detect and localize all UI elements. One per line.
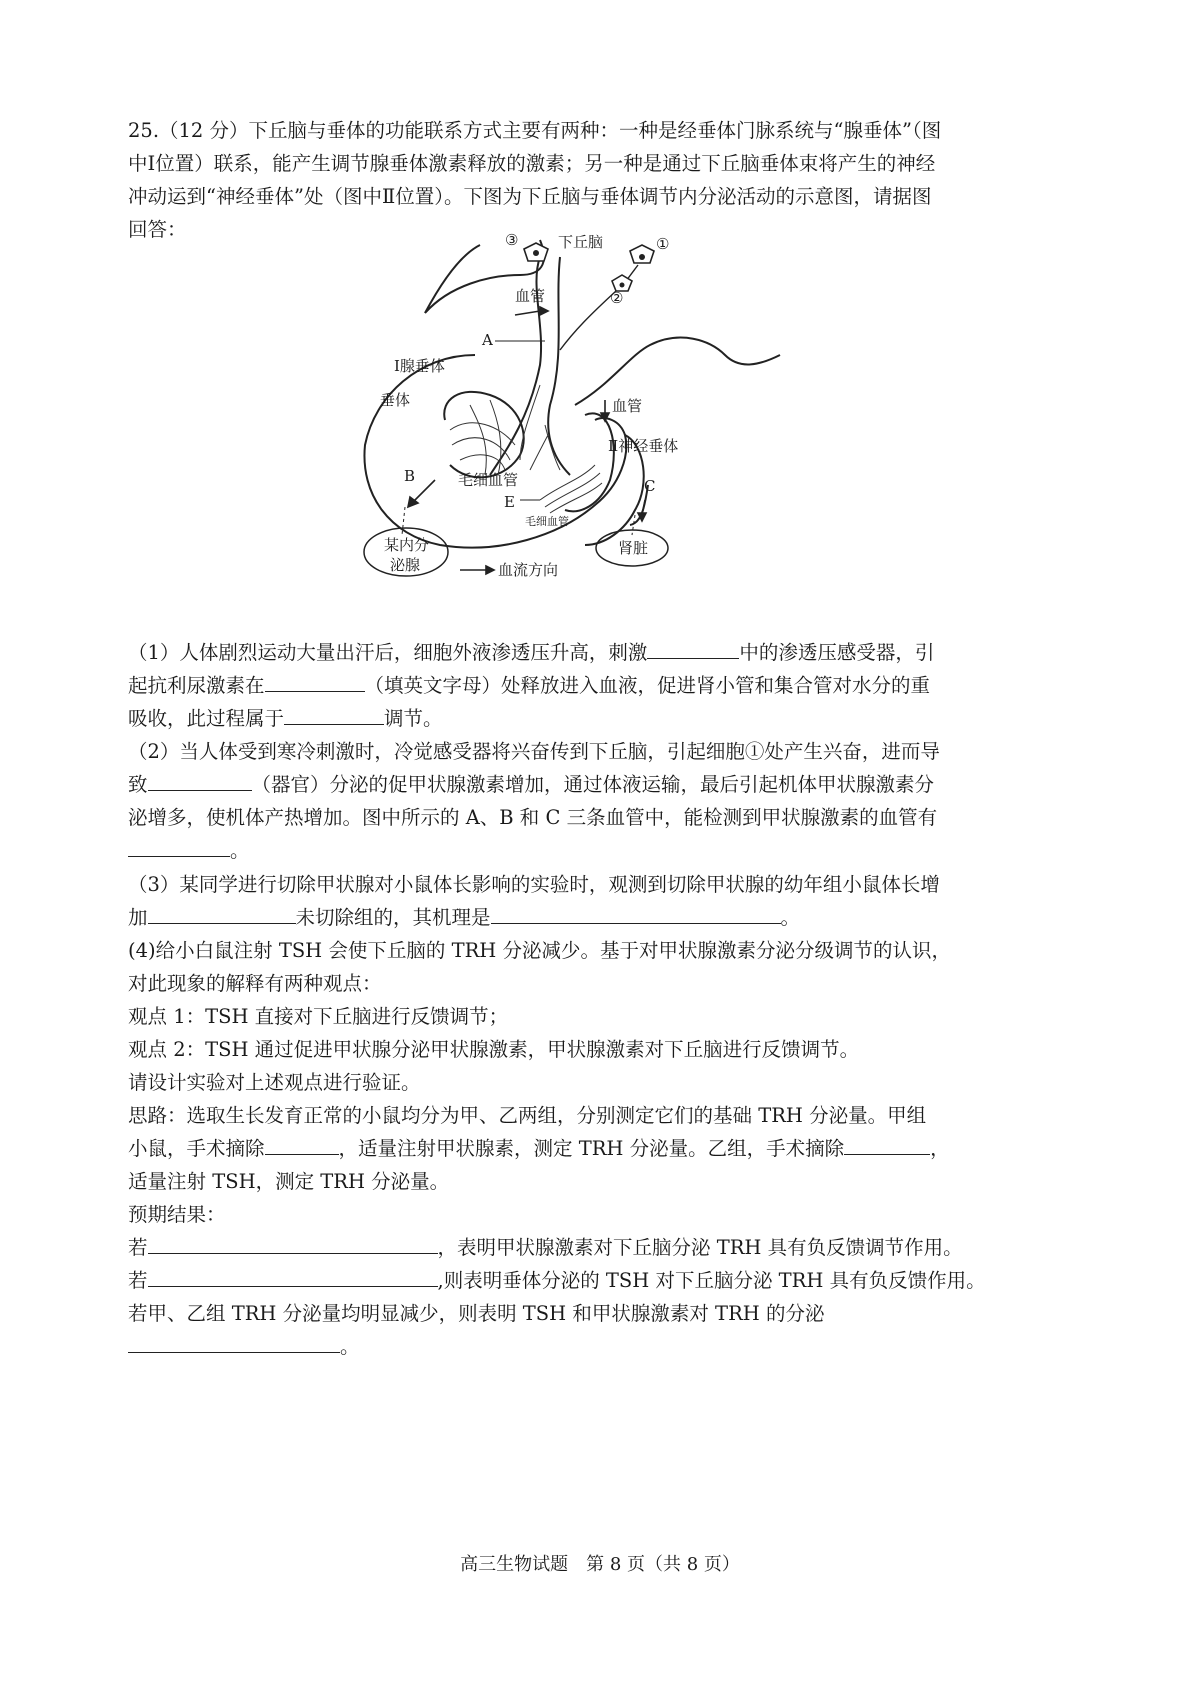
answer-blank[interactable]	[128, 834, 230, 857]
neuron-2	[560, 275, 632, 350]
answer-blank[interactable]	[265, 669, 365, 692]
answer-blank[interactable]	[148, 1264, 438, 1287]
question-1	[128, 636, 1088, 735]
answer-blank[interactable]	[148, 768, 252, 791]
label-hypothalamus: 下丘脑	[558, 233, 604, 251]
q4-line-6: 思路：选取生长发育正常的小鼠均分为甲、乙两组，分别测定它们的基础 TRH 分泌量。甲组	[128, 1104, 927, 1127]
label-pituitary: 垂体	[380, 391, 411, 409]
question-2	[128, 735, 1088, 867]
label-a: A	[482, 331, 493, 349]
label-3: ③	[505, 231, 519, 249]
q4-line-13: 。	[128, 1330, 1088, 1363]
label-vessel-right: 血管	[612, 397, 643, 415]
neuron-3	[524, 243, 548, 261]
q4-line-7: 小鼠，手术摘除 ，适量注射甲状腺素，测定 TRH 分泌量。乙组，手术摘除 ，	[128, 1132, 1088, 1165]
diagram-svg	[380, 231, 800, 635]
label-2: ②	[610, 289, 624, 307]
pituitary-body	[364, 355, 626, 548]
intro-line: 冲动运到“神经垂体”处（图中Ⅱ位置）。下图为下丘脑与垂体调节内分泌活动的示意图，请据图	[128, 185, 932, 208]
brain-outline-left	[425, 245, 480, 313]
q4-line-8: 适量注射 TSH，测定 TRH 分泌量。	[128, 1170, 450, 1193]
answer-blank[interactable]	[844, 1132, 930, 1155]
answer-blank[interactable]	[128, 1330, 340, 1353]
label-1: ①	[656, 235, 670, 253]
answer-blank[interactable]	[148, 901, 296, 924]
label-adenohypophysis: Ⅰ腺垂体	[394, 357, 445, 375]
answer-blank[interactable]	[265, 1132, 339, 1155]
hypothalamus-pituitary-diagram	[380, 231, 800, 635]
pituitary-stalk-right	[548, 257, 570, 475]
question-25-intro	[128, 114, 1088, 246]
q4-line-3: 观点 1：TSH 直接对下丘脑进行反馈调节；	[128, 1005, 509, 1028]
q2-line-4: 。	[128, 834, 1088, 867]
intro-line: 25.（12 分）下丘脑与垂体的功能联系方式主要有两种：一种是经垂体门脉系统与“腺垂体”（图	[128, 119, 942, 142]
label-capillary: 毛细血管	[458, 471, 519, 489]
q3-line-2: 加 未切除组的，其机理是 。	[128, 901, 1088, 934]
q4-line-12: 若甲、乙组 TRH 分泌量均明显减少，则表明 TSH 和甲状腺激素对 TRH 的分泌	[128, 1302, 825, 1325]
intro-line: 回答：	[128, 218, 187, 241]
q1-line-2: 起抗利尿激素在 （填英文字母）处释放进入血液，促进肾小管和集合管对水分的重	[128, 669, 1088, 702]
answer-blank[interactable]	[148, 1231, 438, 1254]
q4-line-4: 观点 2：TSH 通过促进甲状腺分泌甲状腺激素，甲状腺激素对下丘脑进行反馈调节。	[128, 1038, 860, 1061]
label-e: E	[504, 493, 515, 511]
question-3	[128, 868, 1088, 934]
answer-blank[interactable]	[284, 702, 384, 725]
q4-line-2: 对此现象的解释有两种观点：	[128, 972, 382, 995]
label-vessel-top: 血管	[515, 287, 546, 305]
label-kidney: 肾脏	[618, 539, 649, 557]
answer-blank[interactable]	[491, 901, 781, 924]
question-4	[128, 934, 1088, 1363]
q1-line-1: （1）人体剧烈运动大量出汗后，细胞外液渗透压升高，刺激 中的渗透压感受器，引	[128, 636, 1088, 669]
capillary-lines	[450, 400, 515, 475]
neuron-1	[626, 245, 654, 281]
label-gland-line1: 某内分	[384, 536, 430, 554]
answer-blank[interactable]	[647, 636, 739, 659]
arrow-b	[413, 480, 435, 502]
arrow-vessel-top	[515, 311, 540, 315]
q1-line-3: 吸收，此过程属于 调节。	[128, 702, 1088, 735]
intro-line: 中Ⅰ位置）联系，能产生调节腺垂体激素释放的激素；另一种是通过下丘脑垂体束将产生的神经	[128, 152, 936, 175]
label-c: C	[644, 477, 656, 495]
q2-line-3: 泌增多，使机体产热增加。图中所示的 A、B 和 C 三条血管中，能检测到甲状腺激素的血管有	[128, 806, 938, 829]
neurohypophysis	[565, 413, 614, 511]
label-b: B	[404, 467, 416, 485]
q4-line-5: 请设计实验对上述观点进行验证。	[128, 1071, 421, 1094]
page-footer: 高三生物试题 第 8 页（共 8 页）	[460, 1554, 740, 1575]
q2-line-2: 致 （器官）分泌的促甲状腺激素增加，通过体液运输，最后引起机体甲状腺激素分	[128, 768, 1088, 801]
label-flow-direction: 血流方向	[498, 561, 559, 579]
q4-line-1: (4)给小白鼠注射 TSH 会使下丘脑的 TRH 分泌减少。基于对甲状腺激素分泌分级调节的认识，	[128, 939, 951, 962]
label-capillary-small: 毛细血管	[525, 515, 569, 528]
adeno-lobe	[444, 392, 524, 478]
label-neurohypophysis: Ⅱ神经垂体	[608, 437, 679, 455]
q2-line-1: （2）当人体受到寒冷刺激时，冷觉感受器将兴奋传到下丘脑，引起细胞①处产生兴奋，进而导	[128, 740, 940, 763]
q4-line-10: 若 ，表明甲状腺激素对下丘脑分泌 TRH 具有负反馈调节作用。	[128, 1231, 1088, 1264]
portal-branches	[520, 385, 560, 470]
q3-line-1: （3）某同学进行切除甲状腺对小鼠体长影响的实验时，观测到切除甲状腺的幼年组小鼠体长增	[128, 873, 940, 896]
brain-outline-right	[575, 338, 780, 405]
q4-line-11: 若 ,则表明垂体分泌的 TSH 对下丘脑分泌 TRH 具有负反馈作用。	[128, 1264, 1088, 1297]
label-gland-line2: 泌腺	[390, 556, 421, 574]
q4-line-9: 预期结果：	[128, 1203, 226, 1226]
